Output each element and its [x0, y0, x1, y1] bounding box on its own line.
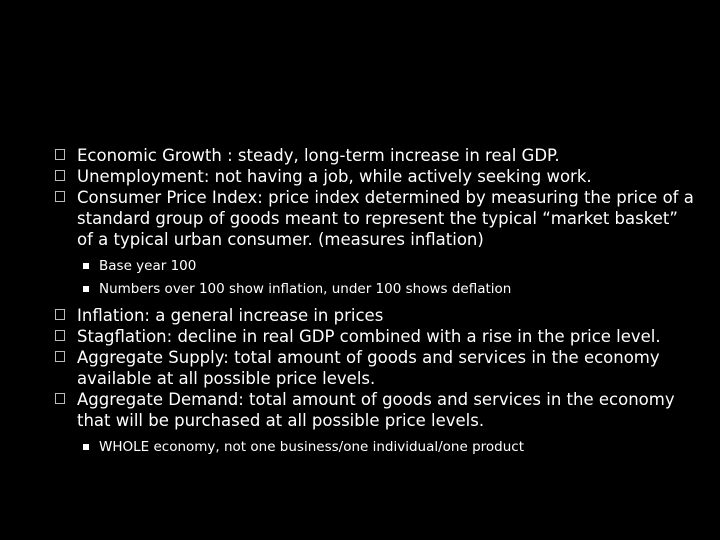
- bullet-marker-icon: [55, 309, 65, 320]
- bullet-inflation: [55, 305, 695, 326]
- demand-subpoint: [99, 436, 695, 459]
- cpi-sub-list: [99, 255, 695, 301]
- subpoint-text: Base year 100: [99, 258, 197, 274]
- cpi-subpoint: [99, 278, 695, 301]
- bullet-marker-icon: [55, 149, 65, 160]
- bullet-stagflation: [55, 326, 695, 347]
- bullet-text: Aggregate Demand: total amount of goods and services in the economy that will be purchased at all possible price levels.: [77, 390, 675, 430]
- square-bullet-icon: [83, 286, 89, 292]
- cpi-subpoint: [99, 255, 695, 278]
- bullet-aggregate-demand: [55, 389, 695, 431]
- bullet-marker-icon: [55, 191, 65, 202]
- bullet-marker-icon: [55, 330, 65, 341]
- bullet-marker-icon: [55, 170, 65, 181]
- slide-content: [55, 145, 695, 463]
- bullet-unemployment: [55, 166, 695, 187]
- bullet-marker-icon: [55, 393, 65, 404]
- bullet-text: Economic Growth : steady, long-term increase in real GDP.: [77, 146, 560, 165]
- bullet-text: Unemployment: not having a job, while actively seeking work.: [77, 167, 592, 186]
- bullet-text: Inflation: a general increase in prices: [77, 306, 384, 325]
- bullet-text: Stagflation: decline in real GDP combined with a rise in the price level.: [77, 327, 661, 346]
- subpoint-text: WHOLE economy, not one business/one individual/one product: [99, 439, 525, 455]
- subpoint-text: Numbers over 100 show inflation, under 100 shows deflation: [99, 281, 512, 297]
- bullet-consumer-price-index: [55, 187, 695, 250]
- bullet-marker-icon: [55, 351, 65, 362]
- square-bullet-icon: [83, 444, 89, 450]
- bullet-text: Consumer Price Index: price index determined by measuring the price of a standard group of goods meant to represent the typical “market basket” of a typical urban consumer. (measures inflation): [77, 188, 694, 249]
- bullet-aggregate-supply: [55, 347, 695, 389]
- title-band: [0, 0, 720, 113]
- demand-sub-list: [99, 436, 695, 459]
- bullet-economic-growth: [55, 145, 695, 166]
- square-bullet-icon: [83, 263, 89, 269]
- bullet-text: Aggregate Supply: total amount of goods and services in the economy available at all possible price levels.: [77, 348, 660, 388]
